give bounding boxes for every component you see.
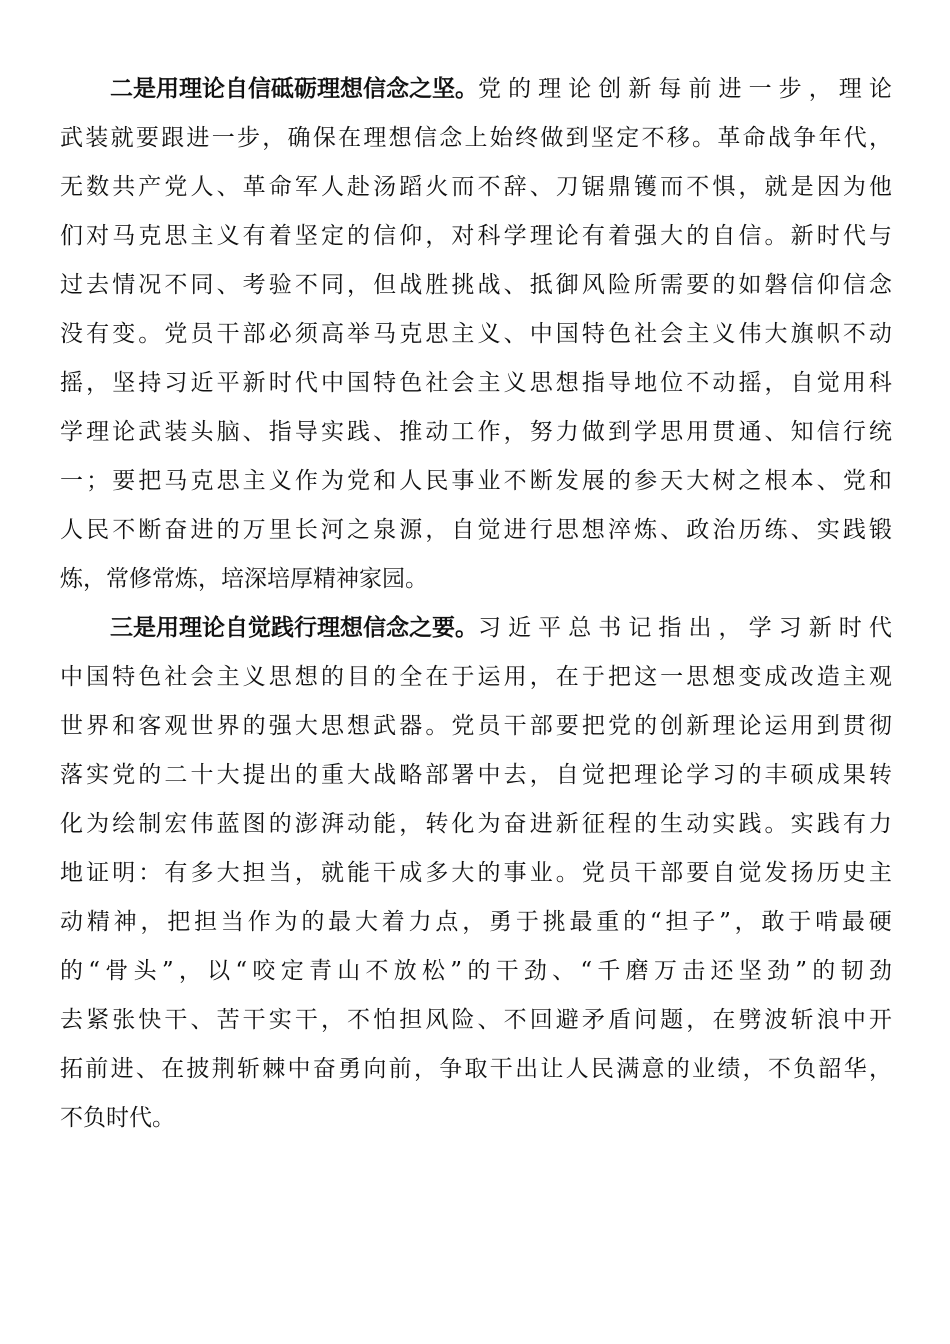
paragraph-text: 武 装 就 要 跟 进 一 步 ， 确 保 在 理 想 信 念 上 始 终 做 到 坚 定 不 移 。 革 命 战 争 年 代 ，	[60, 125, 892, 151]
text-line	[60, 457, 892, 506]
text-line	[60, 604, 892, 653]
text-line	[60, 800, 892, 849]
paragraph-text: 们 对 马 克 思 主 义 有 着 坚 定 的 信 仰 ， 对 科 学 理 论 有 着 强 大 的 自 信 。 新 时 代 与	[60, 223, 892, 249]
paragraph-text: 不负时代。	[60, 1105, 175, 1131]
text-line	[60, 849, 892, 898]
text-line	[60, 947, 892, 996]
text-line	[60, 555, 892, 604]
text-line	[60, 1045, 892, 1094]
paragraph-text: 人 民 不 断 奋 进 的 万 里 长 河 之 泉 源 ， 自 觉 进 行 思 想 淬 炼 、 政 治 历 练 、 实 践 锻	[60, 517, 892, 543]
text-line	[60, 996, 892, 1045]
paragraph-ideal-belief-practice	[60, 604, 892, 1143]
text-line	[60, 65, 892, 114]
paragraph-text: 党 的 理 论 创 新 每 前 进 一 步 ， 理 论	[478, 76, 892, 102]
text-line	[60, 310, 892, 359]
paragraph-text: 炼，常修常炼，培深培厚精神家园。	[60, 566, 428, 592]
text-line	[60, 898, 892, 947]
paragraph-text: 化 为 绘 制 宏 伟 蓝 图 的 澎 湃 动 能 ， 转 化 为 奋 进 新 征 程 的 生 动 实 践 。 实 践 有 力	[60, 811, 892, 837]
paragraph-text: 地 证 明 ： 有 多 大 担 当 ， 就 能 干 成 多 大 的 事 业 。 党 员 干 部 要 自 觉 发 扬 历 史 主	[60, 860, 892, 886]
text-line	[60, 506, 892, 555]
paragraph-lead-heading: 二是用理论自信砥砺理想信念之坚。	[110, 76, 478, 102]
paragraph-text: 世 界 和 客 观 世 界 的 强 大 思 想 武 器 。 党 员 干 部 要 把 党 的 创 新 理 论 运 用 到 贯 彻	[60, 713, 892, 739]
paragraph-text: 拓 前 进 、 在 披 荆 斩 棘 中 奋 勇 向 前 ， 争 取 干 出 让 人 民 满 意 的 业 绩 ， 不 负 韶 华 ，	[60, 1056, 892, 1082]
paragraph-text: 学 理 论 武 装 头 脑 、 指 导 实 践 、 推 动 工 作 ， 努 力 做 到 学 思 用 贯 通 、 知 信 行 统	[60, 419, 892, 445]
paragraph-text: 过 去 情 况 不 同 、 考 验 不 同 ， 但 战 胜 挑 战 、 抵 御 风 险 所 需 要 的 如 磐 信 仰 信 念	[60, 272, 892, 298]
text-line	[60, 114, 892, 163]
paragraph-text: 去 紧 张 快 干 、 苦 干 实 干 ， 不 怕 担 风 险 、 不 回 避 矛 盾 问 题 ， 在 劈 波 斩 浪 中 开	[60, 1007, 892, 1033]
paragraph-lead-heading: 三是用理论自觉践行理想信念之要。	[110, 615, 478, 641]
text-line	[60, 408, 892, 457]
text-line	[60, 163, 892, 212]
paragraph-text: 无 数 共 产 党 人 、 革 命 军 人 赴 汤 蹈 火 而 不 辞 、 刀 锯 鼎 镬 而 不 惧 ， 就 是 因 为 他	[60, 174, 892, 200]
text-line	[60, 702, 892, 751]
paragraph-text: 的 “ 骨 头 ” ， 以 “ 咬 定 青 山 不 放 松 ” 的 干 劲 、 “ 千 磨 万 击 还 坚 劲 ” 的 韧 劲	[60, 958, 892, 984]
paragraph-text: 没 有 变 。 党 员 干 部 必 须 高 举 马 克 思 主 义 、 中 国 特 色 社 会 主 义 伟 大 旗 帜 不 动	[60, 321, 892, 347]
text-line	[60, 261, 892, 310]
paragraph-text: 中 国 特 色 社 会 主 义 思 想 的 目 的 全 在 于 运 用 ， 在 于 把 这 一 思 想 变 成 改 造 主 观	[60, 664, 892, 690]
paragraph-text: 摇 ， 坚 持 习 近 平 新 时 代 中 国 特 色 社 会 主 义 思 想 指 导 地 位 不 动 摇 ， 自 觉 用 科	[60, 370, 892, 396]
text-line	[60, 653, 892, 702]
text-line	[60, 212, 892, 261]
text-line	[60, 359, 892, 408]
paragraph-text: 落 实 党 的 二 十 大 提 出 的 重 大 战 略 部 署 中 去 ， 自 觉 把 理 论 学 习 的 丰 硕 成 果 转	[60, 762, 892, 788]
document-page	[60, 65, 892, 1143]
paragraph-ideal-belief-firmness	[60, 65, 892, 604]
text-line	[60, 751, 892, 800]
text-line	[60, 1094, 892, 1143]
paragraph-text: 动 精 神 ， 把 担 当 作 为 的 最 大 着 力 点 ， 勇 于 挑 最 重 的 “ 担 子 ” ， 敢 于 啃 最 硬	[60, 909, 892, 935]
paragraph-text: 习 近 平 总 书 记 指 出 ， 学 习 新 时 代	[478, 615, 892, 641]
paragraph-text: 一 ； 要 把 马 克 思 主 义 作 为 党 和 人 民 事 业 不 断 发 展 的 参 天 大 树 之 根 本 、 党 和	[60, 468, 892, 494]
